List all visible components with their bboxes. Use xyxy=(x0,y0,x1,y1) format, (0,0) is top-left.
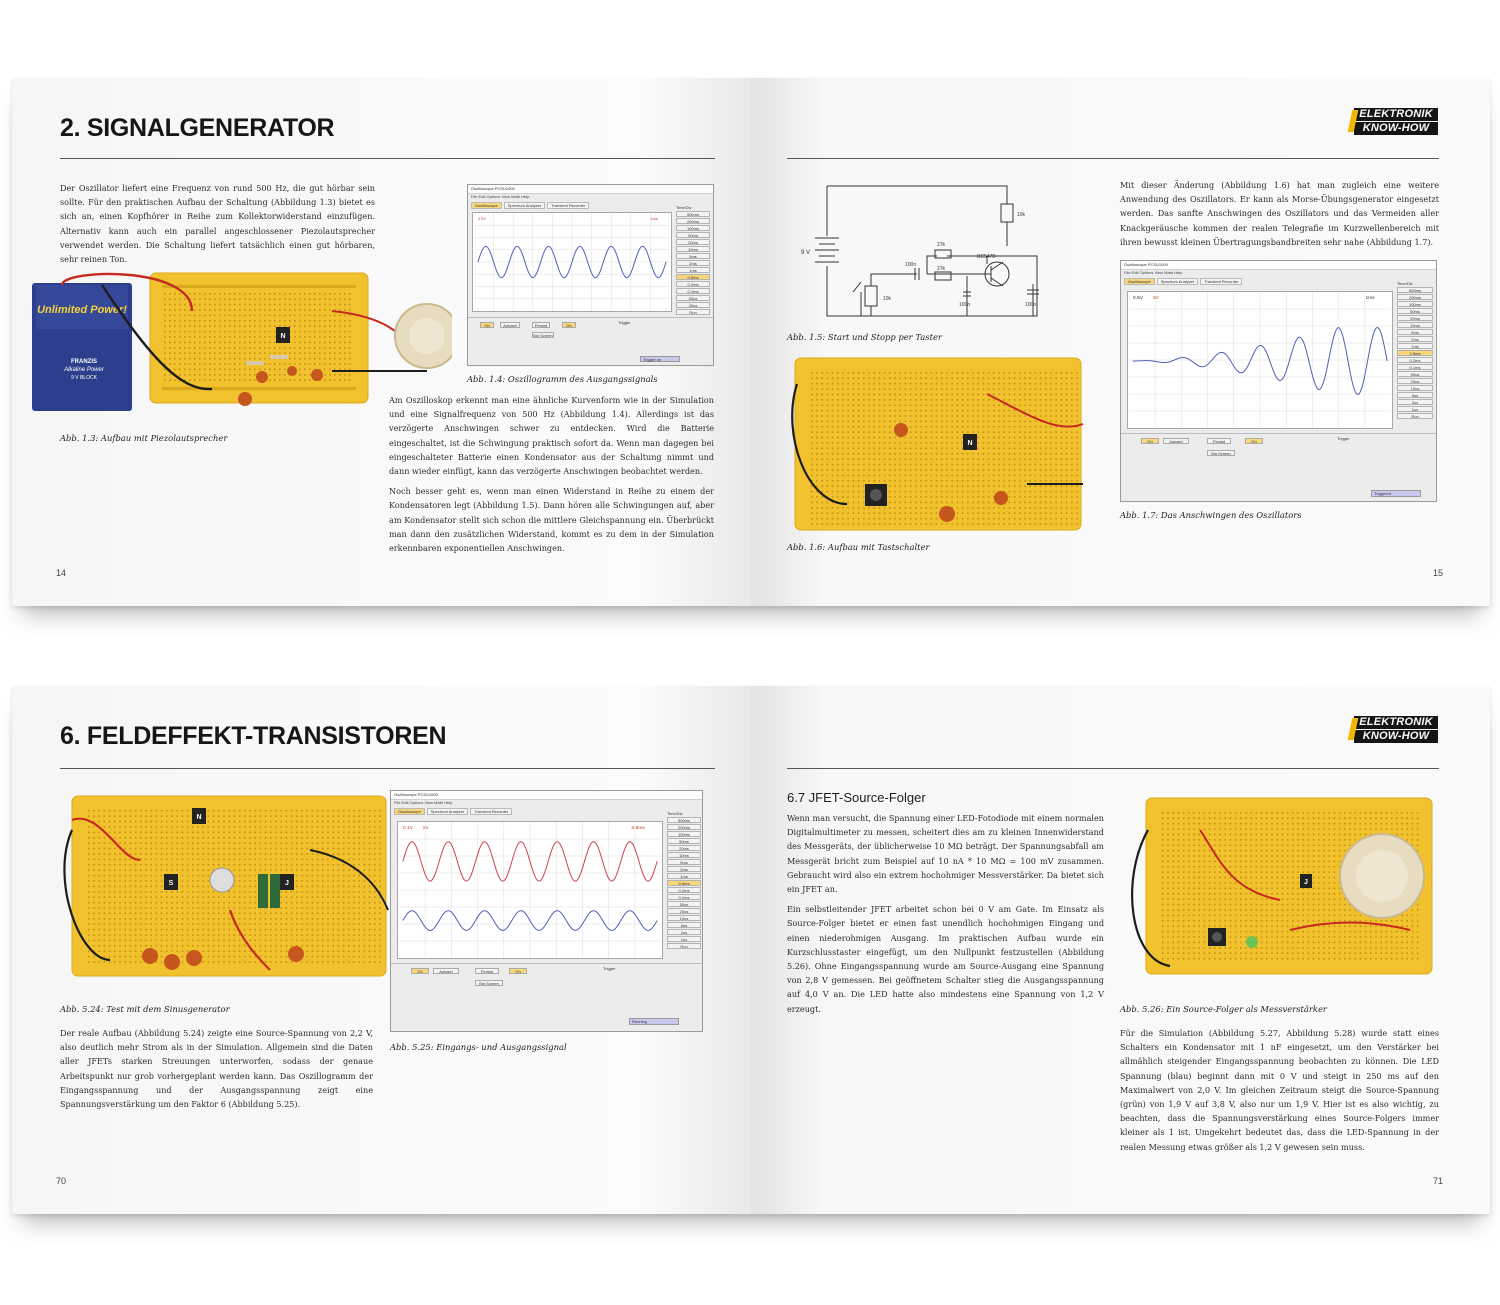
r4-label: 10k xyxy=(883,296,892,302)
body-text-15: Mit dieser Änderung (Abbildung 1.6) hat man zugleich eine weitere Anwendung des Oszillators. Er kann als Morse-Übungsgenerator eingesetzt werden. Das sanfte Anschwingen des Oszillators und das Vermeiden aller Knackgeräusche kommen der realen Telegrafie im Kurzwellenbereich mit ihren bewusst kleinen Übertragungsbandbreiten sehr nahe (Abbildung 1.7). xyxy=(1120,180,1439,247)
title-rule xyxy=(787,768,1439,769)
persist: Persist xyxy=(532,322,550,328)
timebase-button: 2ms xyxy=(667,866,701,872)
scope-screen xyxy=(472,212,672,312)
timebase-button: 10ms xyxy=(667,852,701,858)
timebase-button: 10ms xyxy=(1397,322,1433,328)
trigger-label: Trigger xyxy=(603,966,616,971)
caption-fig-1-7: Abb. 1.7: Das Anschwingen des Oszillators xyxy=(1120,510,1302,520)
body-text-70: Der reale Aufbau (Abbildung 5.24) zeigte eine Source-Spannung von 2,2 V, also deutlich mehr Strom als in der Simulation. Allgemein sind die Daten aller JFETs starken Streuungen unterworfen, sodass der genaue Arbeitspunkt nur grob vorhergeplant werden kann. Das Oszillogramm der Eingangsspannung und der Ausgangsspannung zeigt eine Spannungsverstärkung um den Faktor 6 (Abbildung 5.25). xyxy=(60,1028,373,1110)
circuit-schematic-1-5 xyxy=(787,176,1049,328)
ch2-on: On xyxy=(562,322,576,328)
r1-label: 10k xyxy=(1017,212,1026,218)
timebase-panel xyxy=(676,205,710,315)
timebase-label: Time/Div xyxy=(667,811,683,816)
body-text-14: Am Oszilloskop erkennt man eine ähnliche Kurvenform wie in der Simulation und eine Signalfrequenz von 500 Hz (Abbildung 1.4). Allerdings ist das verzögerte Anschwingen schwer zu entdecken. Wird die Batterie eingeschaltet, ist die Schwingung praktisch sofort da. Wenn man dagegen bei eingeschalteter Batterie einen Kondensator aus der Schaltung nimmt und dann wieder einfügt, kann das verzögerte Anschwingen beobachtet werden. Noch besser geht es, wenn man einen Widerstand in Reihe zu einem der Kondensatoren legt (Abbildung 1.5). Dann hören alle Schwingungen auf, aber am Kondensator stellt sich schon die mittlere Gleichspannung ein. Überbrückt man dann den zusätzlichen Widerstand, kommt es zu dem in der Simulation erkennbaren exponentiellen Anschwingen. xyxy=(389,395,714,554)
timebase-button: 2us xyxy=(667,929,701,935)
tab-spectrum: Spectrum Analyzer xyxy=(427,808,469,815)
timebase-button: 100ms xyxy=(676,225,710,231)
timebase-button: 50us xyxy=(1397,371,1433,377)
timebase-panel xyxy=(667,811,701,949)
svg-text:S: S xyxy=(168,880,174,887)
trigger-label: Trigger xyxy=(618,320,631,325)
timebase-button: 5ms xyxy=(676,253,710,259)
timebase-panel xyxy=(1397,281,1433,419)
page-number: 14 xyxy=(56,568,67,578)
book-spread-signalgenerator xyxy=(12,78,1490,606)
time-scale-label: 1ms xyxy=(1365,295,1375,301)
caption-fig-5-25: Abb. 5.25: Eingangs- und Ausgangssignal xyxy=(390,1042,567,1052)
time-scale-label: 1ms xyxy=(650,215,658,221)
scope-screen xyxy=(397,821,663,959)
elektronik-know-how-logo: ELEKTRONIK KNOW-HOW xyxy=(1354,716,1438,742)
svg-text:N: N xyxy=(967,440,973,447)
chapter-title: 2. SIGNALGENERATOR xyxy=(60,114,335,142)
time-scale-label: 0.5ms xyxy=(631,825,645,831)
body-text-71-left: Wenn man versucht, die Spannung einer LED-Fotodiode mit einem normalen Digitalmultimeter zu messen, scheitert dies am zu kleinen Innenwiderstand des Messgeräts, der üblicherweise 10 MΩ beträgt. Der Spannungsabfall am Messgerät bricht zum Beispiel auf 10 nA * 10 MΩ = 100 mV zusammen. Gebraucht wird also ein extrem hochohmiger Messverstärker. Da bietet sich ein JFET an. Ein selbstleitender JFET arbeitet schon bei 0 V am Gate. Im Einsatz als Source-Folger bietet er einen fast unendlich hochohmigen Eingang und einen niederohmigen Ausgang. Im praktischen Aufbau wurde ein Kurzschlusstaster eingefügt, um den Nullpunkt festzustellen (Abbildung 5.26). Ohne Eingangsspannung wurde am Source-Ausgang eine Spannung von 2,8 V gemessen. Bei geöffnetem Schalter stieg die Ausgangsspannung auf 4,0 V an. Die LED hatte also mindestens eine Spannung von 1,2 V erzeugt. xyxy=(787,813,1104,1014)
page-14 xyxy=(12,78,751,606)
control-panel xyxy=(1121,433,1436,501)
title-rule xyxy=(60,158,715,159)
timebase-button: 5ms xyxy=(1397,329,1433,335)
page-70 xyxy=(12,686,751,1214)
ch2-on: On xyxy=(1245,438,1263,444)
tab-transient: Transient Recorder xyxy=(470,808,512,815)
page-15 xyxy=(751,78,1490,606)
tab-oscilloscope: Oscilloscope xyxy=(1124,278,1155,285)
ch-scale-label: 0.5V xyxy=(477,215,486,221)
run-button: Run xyxy=(676,309,710,315)
body-text-71-right: Für die Simulation (Abbildung 5.27, Abbildung 5.28) wurde statt eines Schalters ein Kondensator mit 1 nF eingesetzt, um den Verstärker bei allmählich steigender Eingangsspannung beobachten zu können. Die LED Spannung (blau) beginnt dann mit 0 V und steigt in 250 ms auf den Maximalwert von 2,0 V. Im gleichen Zeitraum steigt die Source-Spannung (grün) von 1,9 V auf 3,8 V, also nur um 1,9 V. Hier ist es also wichtig, zu beachten, dass die Spannungsverstärkung eines Source-Folgers immer kleiner als 1 ist. Umgekehrt bedeutet das, dass die LED-Spannung in der realen Messung etwas größer als 1,2 V gewesen sein muss. xyxy=(1120,1028,1439,1152)
caption-fig-1-3: Abb. 1.3: Aufbau mit Piezolautsprecher xyxy=(60,433,228,443)
oscilloscope-window-1-7 xyxy=(1120,260,1437,502)
timebase-button: 500ms xyxy=(667,817,701,823)
c3-label: 100n xyxy=(1025,302,1037,308)
timebase-button: 0.1ms xyxy=(676,288,710,294)
page-71 xyxy=(751,686,1490,1214)
ch2-on: On xyxy=(509,968,527,974)
caption-fig-5-26: Abb. 5.26: Ein Source-Folger als Messverstärker xyxy=(1120,1004,1327,1014)
title-rule xyxy=(60,768,715,769)
timebase-button: 20us xyxy=(676,302,710,308)
menu-bar: File Edit Options View Math Help xyxy=(394,800,453,805)
caption-fig-1-4: Abb. 1.4: Oszillogramm des Ausgangssignals xyxy=(467,374,658,384)
timebase-button: 10us xyxy=(1397,385,1433,391)
timebase-button: 0.5ms xyxy=(676,274,710,280)
persist: Persist xyxy=(475,968,499,974)
trigger-status: Trigger on xyxy=(640,356,680,362)
menu-bar: File Edit Options View Math Help xyxy=(1124,270,1183,275)
battery-brand: Unlimited Power! xyxy=(37,304,127,316)
timebase-button: 5us xyxy=(667,922,701,928)
tab-oscilloscope: Oscilloscope xyxy=(471,202,502,209)
timebase-button: 0.5ms xyxy=(1397,350,1433,356)
autoset: Autoset xyxy=(500,322,520,328)
timebase-button: 0.2ms xyxy=(667,887,701,893)
run-button: Run xyxy=(1397,413,1433,419)
battery-type: Alkaline Power xyxy=(64,367,104,373)
tab-spectrum: Spectrum Analyzer xyxy=(504,202,546,209)
ch1-on: On xyxy=(1141,438,1159,444)
breadboard-photo-source-follower xyxy=(1120,790,1438,990)
timebase-button: 5ms xyxy=(667,859,701,865)
timebase-button: 0.2ms xyxy=(676,281,710,287)
timebase-button: 20ms xyxy=(1397,315,1433,321)
timebase-button: 20us xyxy=(1397,378,1433,384)
c2-label: 100n xyxy=(959,302,971,308)
page-number: 71 xyxy=(1433,1176,1444,1186)
timebase-button: 5us xyxy=(1397,392,1433,398)
timebase-button: 50us xyxy=(667,901,701,907)
timebase-button: 0.1ms xyxy=(667,894,701,900)
run-button: Run xyxy=(667,943,701,949)
oscilloscope-window-1-4 xyxy=(467,184,714,366)
timebase-button: 50ms xyxy=(1397,308,1433,314)
timebase-button: 1us xyxy=(667,936,701,942)
chapter-title: 6. FELDEFFEKT-TRANSISTOREN xyxy=(60,722,447,750)
ch2-scale-label: 1V xyxy=(1152,295,1159,301)
trigger-label: Trigger xyxy=(1337,436,1350,441)
timebase-button: 20us xyxy=(667,908,701,914)
tab-oscilloscope: Oscilloscope xyxy=(394,808,425,815)
timebase-button: 20ms xyxy=(667,845,701,851)
autoset: Autoset xyxy=(1163,438,1189,444)
oscilloscope-window-5-25 xyxy=(390,790,703,1032)
svg-text:N: N xyxy=(280,333,286,340)
timebase-button: 200ms xyxy=(667,824,701,830)
timebase-button: 200ms xyxy=(676,218,710,224)
timebase-button: 500ms xyxy=(676,211,710,217)
caption-fig-1-5: Abb. 1.5: Start und Stopp per Taster xyxy=(787,332,942,342)
timebase-button: 50ms xyxy=(676,232,710,238)
window-titlebar: Oszilloscope PCSU1000 xyxy=(468,185,713,194)
timebase-label: Time/Div xyxy=(676,205,692,210)
svg-text:N: N xyxy=(196,814,202,821)
bigscreen: Big Screen xyxy=(475,980,503,986)
timebase-button: 50us xyxy=(676,295,710,301)
timebase-button: 1us xyxy=(1397,406,1433,412)
breadboard-photo-jfet xyxy=(60,790,390,990)
ch-scale-label: 0.1V xyxy=(402,825,413,831)
scope-screen xyxy=(1127,291,1393,429)
page-number: 15 xyxy=(1433,568,1444,578)
trigger-status: Triggered xyxy=(1371,490,1421,497)
svg-text:J: J xyxy=(285,880,289,887)
battery-spec: 9 V BLOCK xyxy=(71,375,97,381)
bigscreen: Big Screen xyxy=(1207,450,1235,456)
timebase-button: 10us xyxy=(667,915,701,921)
ch1-on: On xyxy=(411,968,429,974)
timebase-button: 2us xyxy=(1397,399,1433,405)
timebase-button: 50ms xyxy=(667,838,701,844)
c1-label: 100n xyxy=(905,262,917,268)
r2-label: 27k xyxy=(937,242,946,248)
timebase-button: 0.2ms xyxy=(1397,357,1433,363)
transistor-label: BC547B xyxy=(977,254,996,260)
intro-paragraph: Der Oszillator liefert eine Frequenz von rund 500 Hz, die gut hörbar sein sollte. Für den praktischen Aufbau der Schaltung (Abbildung 1.3) bietet es sich an, einen Kopfhörer in Reihe zum Kollektorwiderstand einzufügen. Alternativ kann auch ein parallel angeschlossener Piezolautsprecher verwendet werden. Die Schaltung liefert tatsächlich einen gut hörbaren, sehr reinen Ton. xyxy=(60,183,375,265)
timebase-button: 200ms xyxy=(1397,294,1433,300)
timebase-button: 100ms xyxy=(1397,301,1433,307)
tab-transient: Transient Recorder xyxy=(547,202,589,209)
timebase-label: Time/Div xyxy=(1397,281,1413,286)
timebase-button: 20ms xyxy=(676,239,710,245)
timebase-button: 10ms xyxy=(676,246,710,252)
ch2-scale-label: 1V xyxy=(422,825,429,831)
timebase-button: 100ms xyxy=(667,831,701,837)
timebase-button: 1ms xyxy=(1397,343,1433,349)
window-titlebar: Oszilloscope PCSU1000 xyxy=(1121,261,1436,270)
caption-fig-5-24: Abb. 5.24: Test mit dem Sinusgenerator xyxy=(60,1004,230,1014)
tab-spectrum: Spectrum Analyzer xyxy=(1157,278,1199,285)
timebase-button: 2ms xyxy=(1397,336,1433,342)
timebase-button: 1ms xyxy=(676,267,710,273)
window-titlebar: Oszilloscope PCSU1000 xyxy=(391,791,702,800)
battery-maker: FRANZIS xyxy=(71,359,97,365)
bigscreen: Big Screen xyxy=(533,333,553,338)
breadboard-photo-taster xyxy=(787,354,1087,534)
book-spread-feldeffekt xyxy=(12,686,1490,1214)
timebase-button: 0.5ms xyxy=(667,880,701,886)
trigger-status: Running xyxy=(629,1018,679,1025)
timebase-button: 0.1ms xyxy=(1397,364,1433,370)
ch-scale-label: 0.5V xyxy=(1132,295,1143,301)
ch1-on: On xyxy=(480,322,494,328)
section-title: 6.7 JFET-Source-Folger xyxy=(787,790,926,805)
control-panel xyxy=(468,317,713,365)
control-panel xyxy=(391,963,702,1031)
menu-bar: File Edit Options View Math Help xyxy=(471,194,530,199)
r3-label: 27k xyxy=(937,266,946,272)
caption-fig-1-6: Abb. 1.6: Aufbau mit Tastschalter xyxy=(787,542,930,552)
tab-transient: Transient Recorder xyxy=(1200,278,1242,285)
voltage-label: 9 V xyxy=(801,250,811,256)
timebase-button: 2ms xyxy=(676,260,710,266)
title-rule xyxy=(787,158,1439,159)
page-number: 70 xyxy=(56,1176,67,1186)
autoset: Autoset xyxy=(433,968,459,974)
elektronik-know-how-logo: ELEKTRONIK KNOW-HOW xyxy=(1354,108,1438,134)
timebase-button: 1ms xyxy=(667,873,701,879)
persist: Persist xyxy=(1207,438,1231,444)
timebase-button: 500ms xyxy=(1397,287,1433,293)
